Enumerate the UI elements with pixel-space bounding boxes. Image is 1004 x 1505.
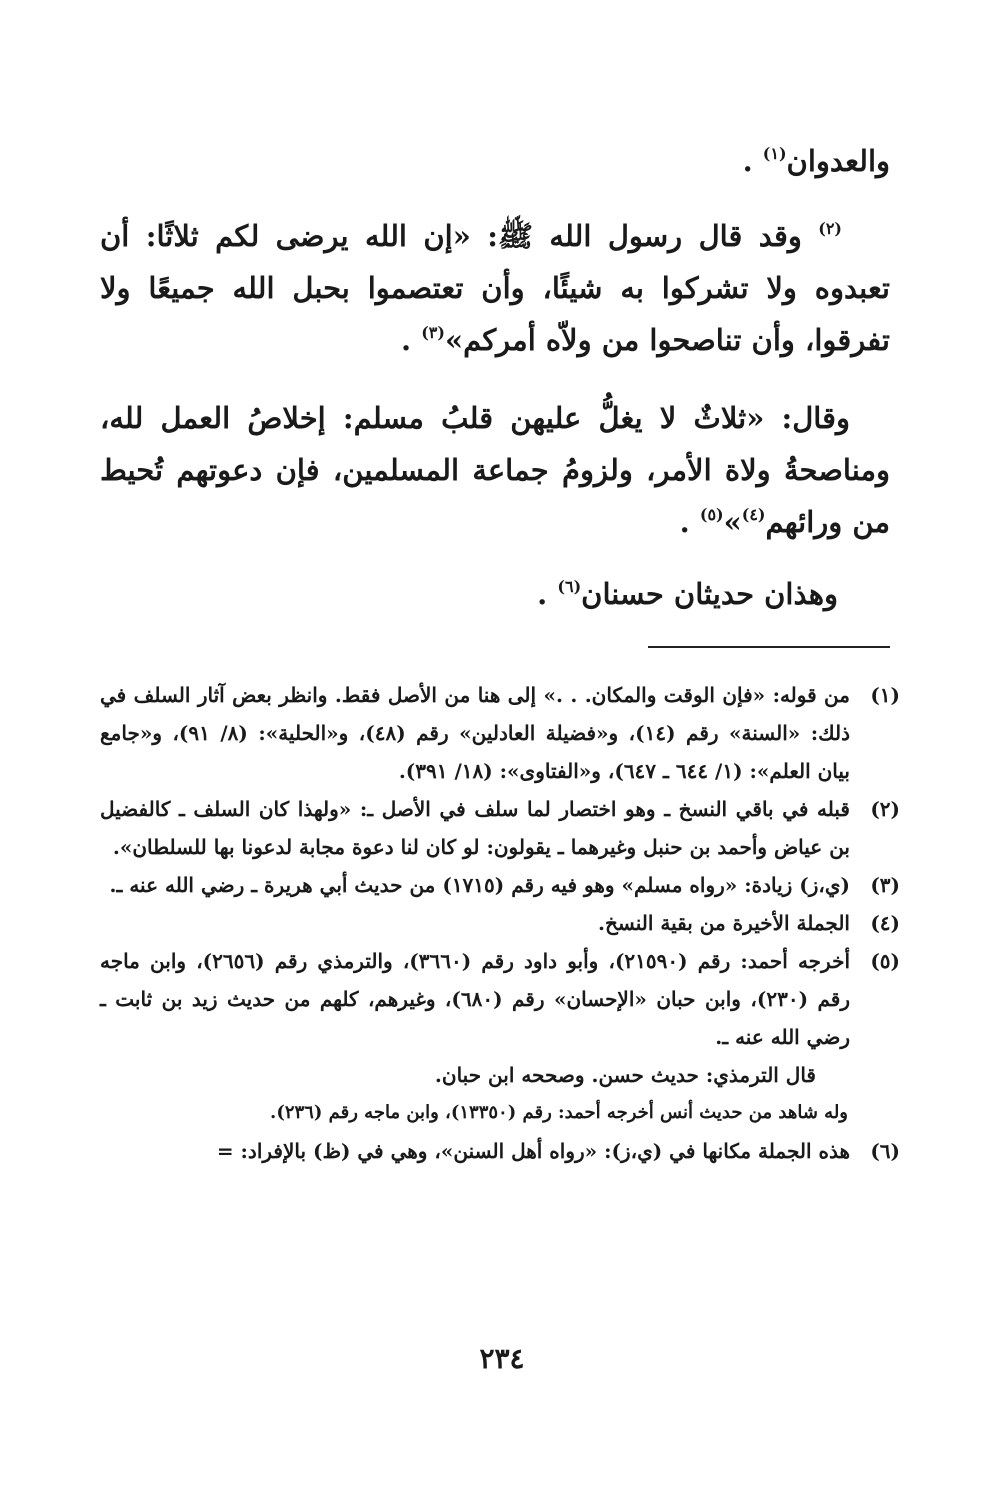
- paragraph-4-end: .: [537, 577, 548, 611]
- footnote-body: [100, 790, 850, 866]
- footnote-number: (٢): [870, 797, 900, 821]
- footnote-indented-note: قال الترمذي: حديث حسن. وصححه ابن حبان.: [434, 1063, 816, 1087]
- paragraph-2-text: وقد قال رسول الله ﷺ: «إن الله يرضى لكم ثلاثًا: أن تعبدوه ولا تشركوا به شيئًا، وأن تعتصموا بحبل الله جميعًا ولا تفرقوا، وأن تناصحوا من ولاّه أمركم»: [100, 219, 890, 357]
- footnote-body: [100, 866, 850, 904]
- footnote-text: قبله في باقي النسخ ـ وهو اختصار لما سلف في الأصل ـ: «ولهذا كان السلف ـ كالفضيل بن عياض وأحمد بن حنبل وغيرهما ـ يقولون: لو كان لنا دعوة مجابة لدعونا بها للسلطان».: [100, 797, 850, 859]
- footnote-1: [100, 676, 900, 790]
- paragraph-1-end: .: [742, 144, 753, 178]
- footnote-number: (٣): [870, 873, 900, 897]
- page-number: ٢٣٤: [479, 1342, 525, 1375]
- footnote-text: هذه الجملة مكانها في (ي،ز): «رواه أهل السنن»، وهي في (ظ) بالإفراد: =: [216, 1139, 850, 1163]
- footnote-text: الجملة الأخيرة من بقية النسخ.: [598, 911, 850, 935]
- paragraph-3-text: وقال: «ثلاثٌ لا يغلُّ عليهن قلبُ مسلم: إخلاصُ العمل لله، ومناصحةُ ولاة الأمر، ولزومُ جماعة المسلمين، فإن دعوتهم تُحيط من ورائهم: [100, 401, 890, 539]
- footnote-number: (١): [870, 683, 900, 707]
- paragraph-1: [100, 135, 890, 187]
- footnote-number: (٤): [870, 911, 900, 935]
- footnote-ref-5[interactable]: (٥): [699, 505, 724, 524]
- footnote-number: (٦): [870, 1139, 900, 1163]
- footnote-4: [100, 904, 900, 942]
- footnote-indented-note-small: وله شاهد من حديث أنس أخرجه أحمد: رقم (١٣٣٥٠)، وابن ماجه رقم (٢٣٦).: [270, 1102, 848, 1123]
- paragraph-3: [100, 392, 890, 548]
- footnote-2: [100, 790, 900, 866]
- footnote-ref-6[interactable]: (٦): [557, 577, 582, 596]
- footnote-body: [100, 904, 850, 942]
- paragraph-4: [100, 568, 890, 620]
- footnote-text: (ي،ز) زيادة: «رواه مسلم» وهو فيه رقم (١٧١٥) من حديث أبي هريرة ـ رضي الله عنه ـ.: [109, 873, 850, 897]
- footnote-number: (٥): [870, 949, 900, 973]
- footnote-ref-2[interactable]: (٢): [818, 219, 842, 238]
- footnote-divider: [648, 646, 890, 648]
- paragraph-1-text: والعدوان: [786, 144, 890, 178]
- paragraph-3-end: .: [679, 505, 690, 539]
- footnote-body: [100, 1132, 850, 1170]
- footnote-ref-4[interactable]: (٤): [741, 505, 766, 524]
- footnote-body: [100, 676, 850, 790]
- footnote-ref-3[interactable]: (٣): [421, 323, 445, 342]
- footnote-5: [100, 942, 900, 1132]
- footnote-6: [100, 1132, 900, 1170]
- paragraph-2: [100, 210, 890, 366]
- paragraph-3-quote-close: »: [723, 505, 742, 539]
- footnote-3: [100, 866, 900, 904]
- footnote-text: من قوله: «فإن الوقت والمكان. . .» إلى هنا من الأصل فقط. وانظر بعض آثار السلف في ذلك: «السنة» رقم (١٤)، و«فضيلة العادلين» رقم (٤٨)، و«الحلية»: (٨/ ٩١)، و«جامع بيان العلم»: (١/ ٦٤٤ ـ ٦٤٧)، و«الفتاوى»: (١٨/ ٣٩١).: [100, 683, 850, 783]
- footnote-ref-1[interactable]: (١): [762, 144, 787, 163]
- footnote-text: أخرجه أحمد: رقم (٢١٥٩٠)، وأبو داود رقم (٣٦٦٠)، والترمذي رقم (٢٦٥٦)، وابن ماجه رقم (٢٣٠)، وابن حبان «الإحسان» رقم (٦٨٠)، وغيرهم، كلهم من حديث زيد بن ثابت ـ رضي الله عنه ـ.: [100, 949, 850, 1049]
- paragraph-2-end: .: [400, 323, 412, 357]
- footnote-body: [100, 942, 850, 1132]
- paragraph-4-text: وهذان حديثان حسنان: [581, 577, 838, 611]
- footnotes-section: [100, 676, 900, 1170]
